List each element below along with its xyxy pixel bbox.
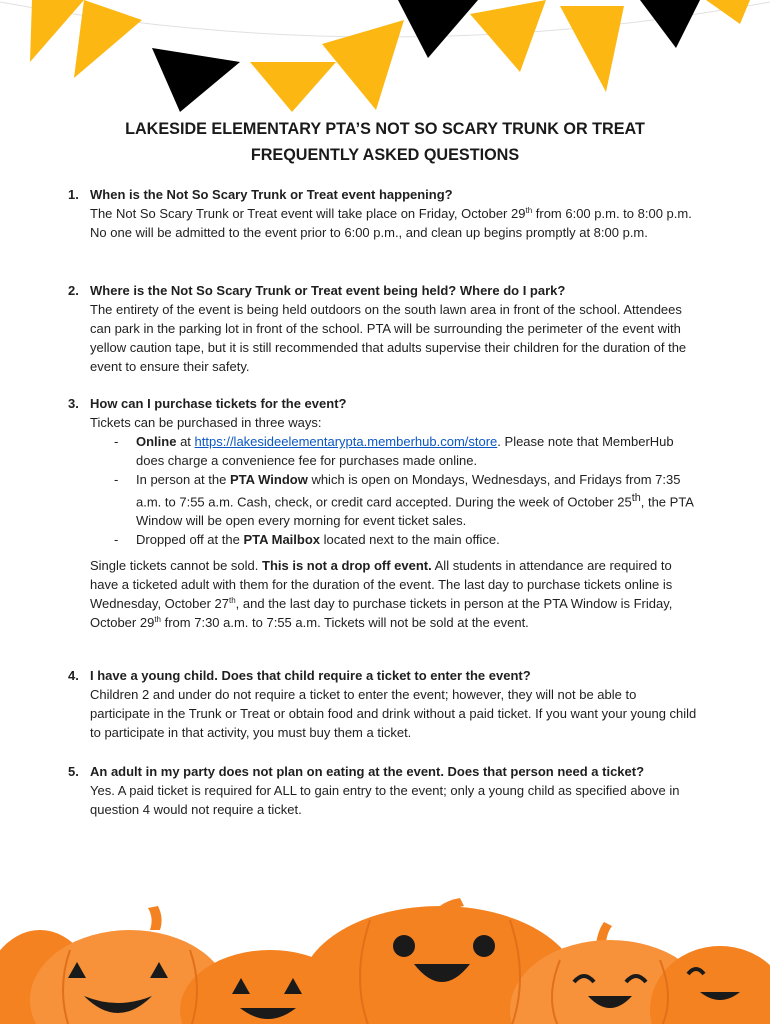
answer-text: The Not So Scary Trunk or Treat event will take place on Friday, October 29 — [90, 206, 526, 221]
note-text: from 7:30 a.m. to 7:55 a.m. Tickets will not be sold at the event. — [161, 615, 529, 631]
option-text: at — [176, 434, 195, 449]
note-text: Single tickets cannot be sold. — [90, 558, 262, 574]
list-item — [114, 530, 698, 549]
pumpkin-eye — [393, 935, 415, 957]
faq-question-text: How can I purchase tickets for the event? — [90, 396, 347, 411]
bunting-flag — [30, 0, 84, 62]
option-text: Dropped off at the — [136, 532, 244, 548]
pumpkin-border — [0, 880, 770, 1024]
faq-question — [68, 666, 698, 685]
superscript: th — [631, 492, 641, 504]
faq-answer: Yes. A paid ticket is required for ALL to gain entry to the event; only a young child as specified above in question 4 would not require a ticket. — [90, 783, 680, 817]
superscript: th — [229, 596, 236, 606]
answer-text: from 6:00 p.m. to 8:00 p.m. No one will be admitted to the event prior to 6:00 p.m., and clean up begins promptly at 8:00 p.m. — [90, 206, 692, 240]
faq-answer: The entirety of the event is being held outdoors on the south lawn area in front of the school. Attendees can park in the parking lot in front of the school. PTA will be surrounding the perimeter of the event with yellow caution tape, but it is still recommended that adults supervise their children for the duration of the event to ensure their safety. — [90, 302, 687, 374]
superscript: th — [154, 615, 161, 625]
option-text: . Please note that MemberHub does charge a convenience fee for purchases made online. — [136, 434, 674, 468]
note-text: All students in attendance are required to have a ticketed adult with them for the duration of the event. The last day to purchase tickets online is Wednesday, October 27 — [90, 558, 673, 612]
title-line-2: FREQUENTLY ASKED QUESTIONS — [250, 146, 520, 164]
faq-question — [68, 762, 698, 781]
faq-item-3 — [68, 394, 698, 632]
bunting-flag — [470, 0, 546, 72]
faq-question — [68, 185, 698, 204]
superscript: th — [525, 206, 533, 215]
page-title — [60, 116, 710, 168]
faq-question — [68, 394, 698, 413]
memberhub-store-link[interactable]: https://lakesideelementarypta.memberhub.com/store — [194, 434, 498, 449]
faq-question-text: An adult in my party does not plan on eating at the event. Does that person need a ticket? — [90, 764, 645, 779]
faq-item-2 — [68, 281, 698, 376]
option-label: Online — [136, 434, 177, 449]
faq-number: 5. — [68, 764, 79, 779]
faq-question-text: I have a young child. Does that child require a ticket to enter the event? — [90, 668, 531, 683]
faq-number: 2. — [68, 283, 79, 298]
bunting-flag — [640, 0, 700, 48]
list-item — [114, 432, 698, 470]
faq-question-text: When is the Not So Scary Trunk or Treat event happening? — [90, 187, 453, 202]
ticket-options-list — [68, 432, 698, 549]
faq-answer: Children 2 and under do not require a ticket to enter the event; however, they will not be able to participate in the Trunk or Treat or obtain food and drink without a paid ticket. If you want your young child to participate in that activity, you must buy them a ticket. — [90, 687, 697, 740]
option-label: PTA Window — [229, 472, 308, 487]
faq-question-text: Where is the Not So Scary Trunk or Treat event being held? Where do I park? — [90, 283, 566, 298]
faq-question — [68, 281, 698, 300]
bunting-flag — [152, 48, 240, 112]
faq-item-5 — [68, 762, 698, 819]
option-text: , the PTA Window will be open every morning for event ticket sales. — [136, 494, 694, 529]
pumpkin-eye — [473, 935, 495, 957]
faq-number: 3. — [68, 396, 79, 411]
faq-number: 4. — [68, 668, 79, 683]
pumpkin-stem — [148, 906, 162, 930]
bunting-banner — [0, 0, 770, 120]
note-text: , and the last day to purchase tickets in person at the PTA Window is Friday, October 29 — [90, 596, 673, 631]
faq-item-4 — [68, 666, 698, 742]
option-text: located next to the main office. — [320, 532, 500, 548]
title-line-1: LAKESIDE ELEMENTARY PTA’S NOT SO SCARY TRUNK OR TREAT — [125, 120, 645, 138]
bunting-flag — [398, 0, 478, 58]
bunting-flag — [74, 0, 142, 78]
faq-intro: Tickets can be purchased in three ways: — [90, 415, 322, 430]
faq-note — [68, 556, 698, 632]
option-label: PTA Mailbox — [243, 532, 321, 548]
faq-answer — [68, 204, 698, 242]
option-text: which is open on Mondays, Wednesdays, and Fridays from 7:35 a.m. to 7:55 a.m. Cash, check, or credit card accepted. During the week of October 25 — [136, 472, 681, 510]
bunting-flag — [560, 6, 624, 92]
bunting-flag — [250, 62, 336, 112]
note-emphasis: This is not a drop off event. — [262, 558, 432, 574]
option-text: In person at the — [136, 472, 230, 487]
list-item — [114, 470, 698, 530]
faq-number: 1. — [68, 187, 79, 202]
bunting-flag — [322, 20, 404, 110]
faq-item-1 — [68, 185, 698, 242]
